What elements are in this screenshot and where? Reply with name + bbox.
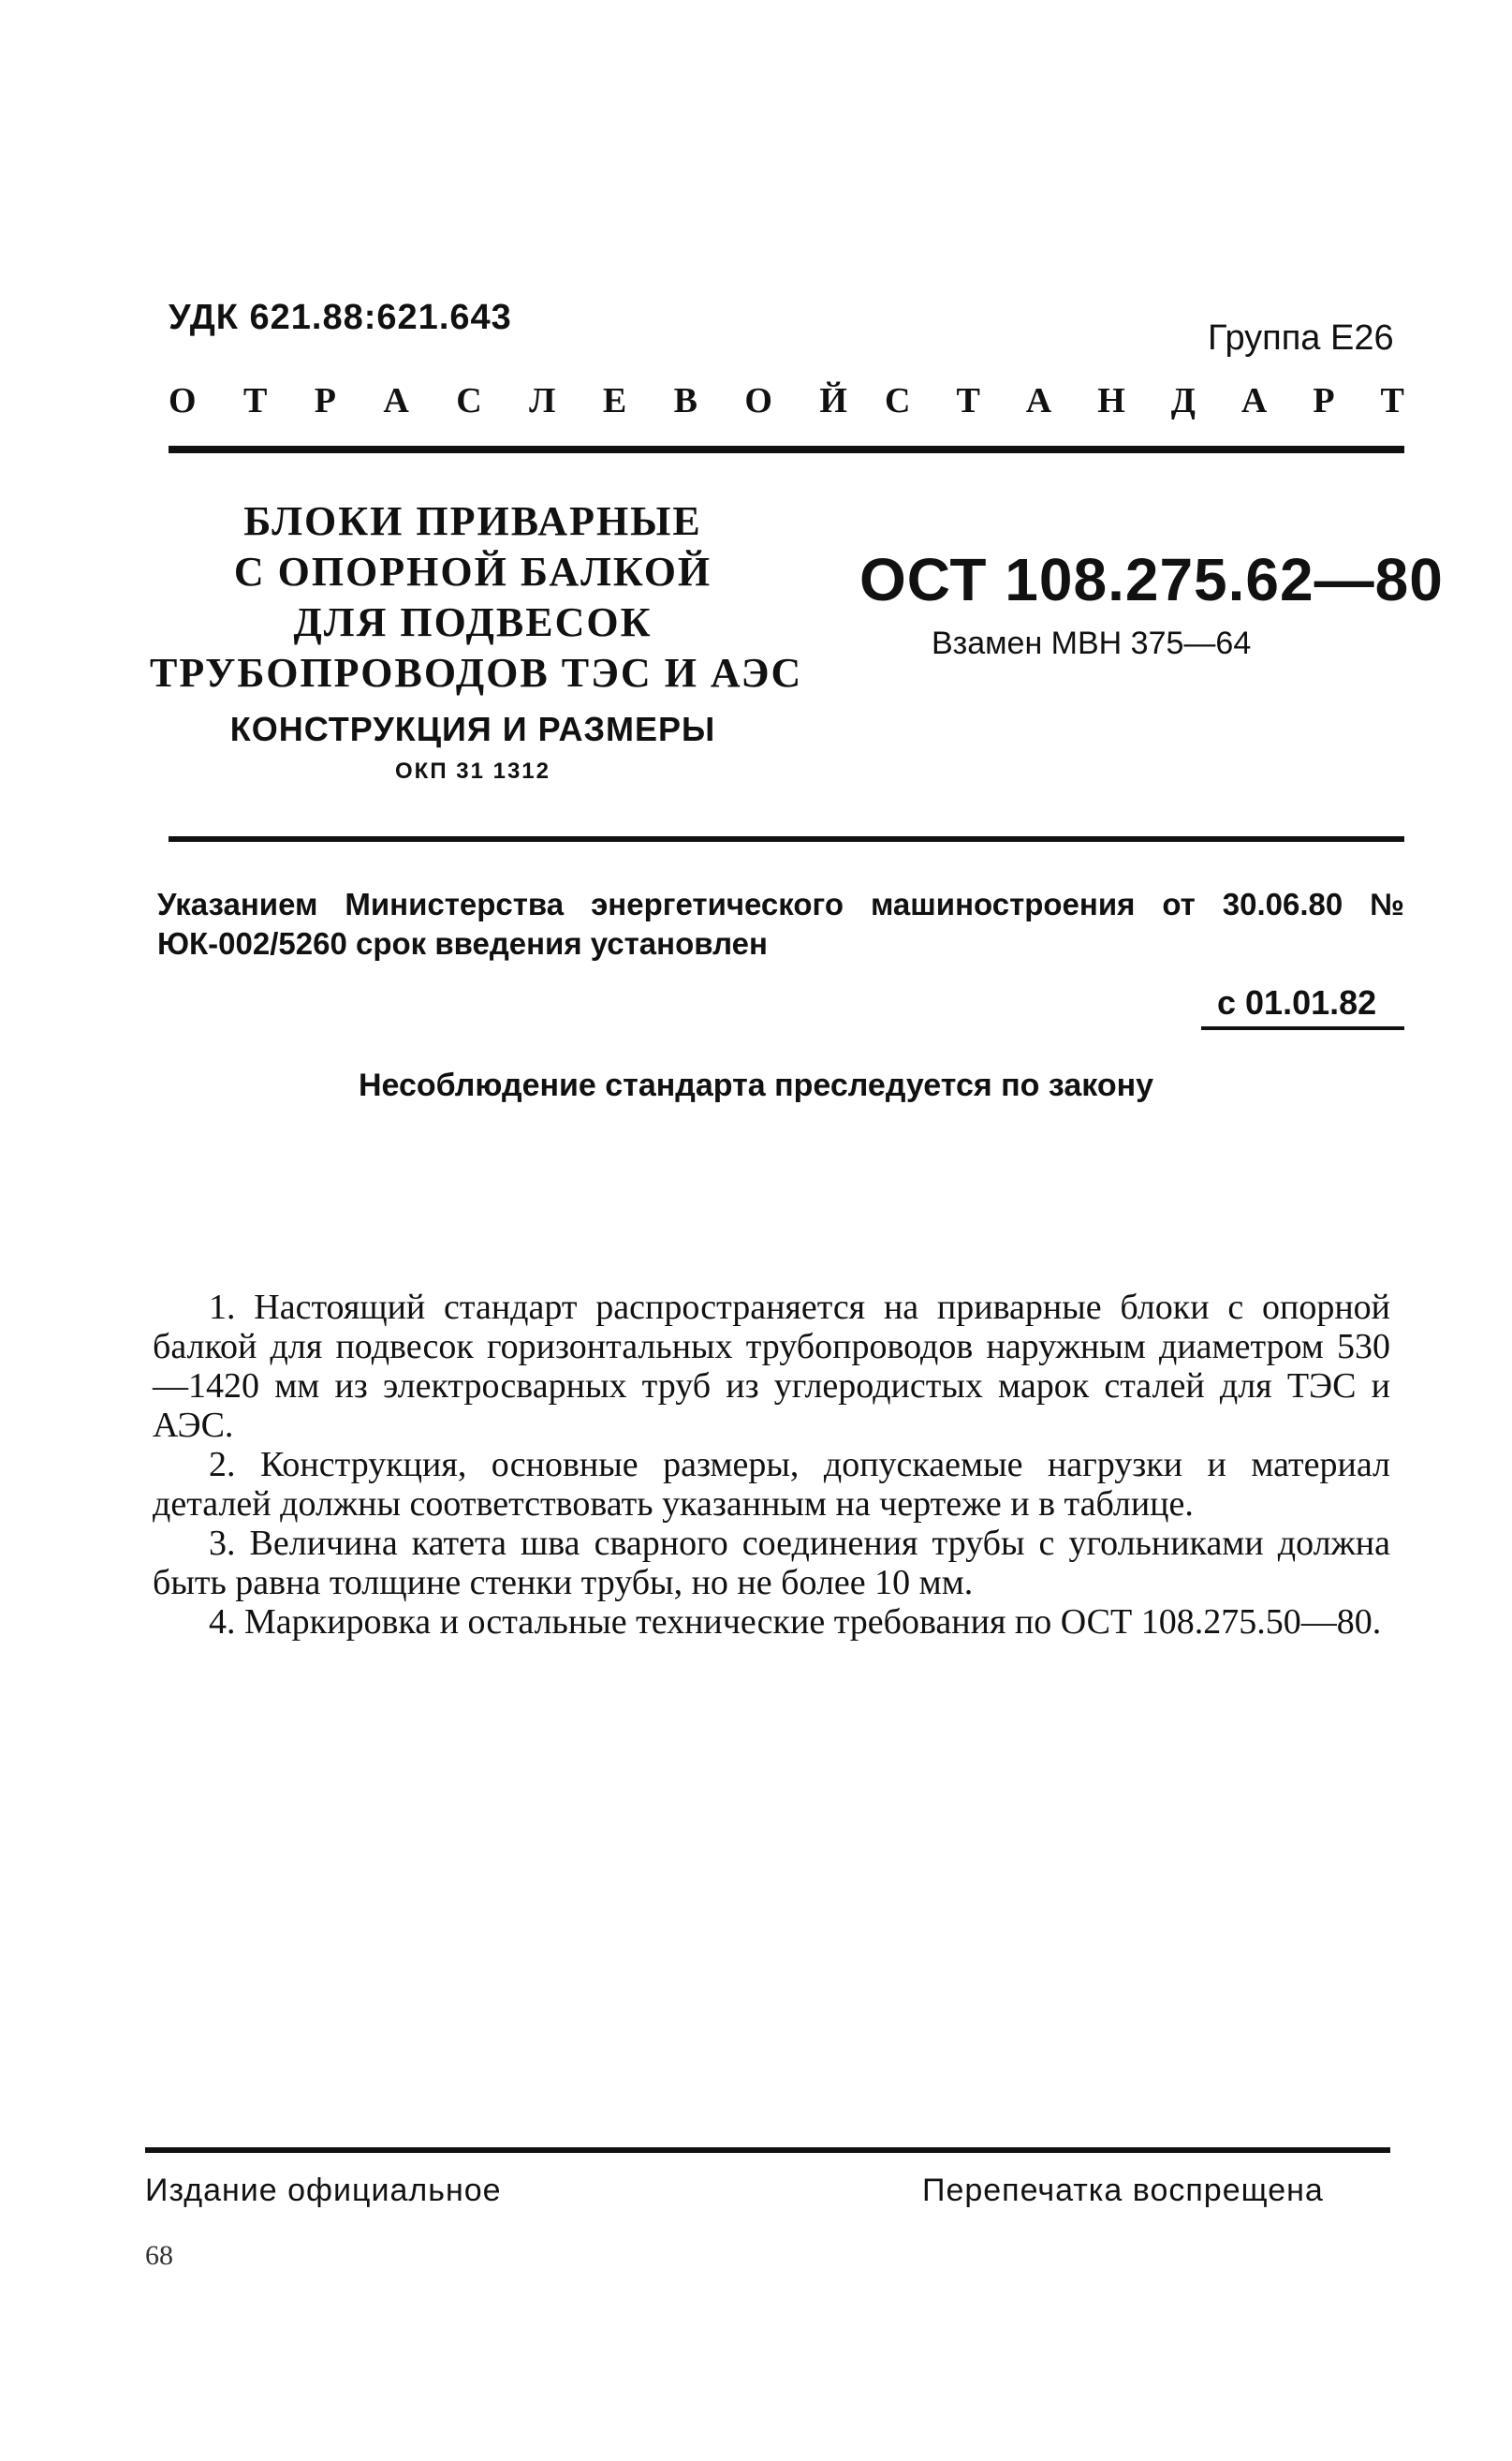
heading-letter: А (383, 381, 409, 420)
heading-letter: Р (1313, 381, 1335, 420)
standard-type-word-2 (885, 380, 1404, 421)
effective-date-underline (1201, 1026, 1404, 1030)
title-line: БЛОКИ ПРИВАРНЫЕ (243, 498, 702, 544)
bottom-divider (145, 2147, 1390, 2153)
heading-letter: Т (1380, 381, 1404, 420)
heading-letter: В (673, 381, 697, 420)
body-paragraph: 3. Величина катета шва сварного соединения трубы с угольниками должна быть равна толщине стенки трубы, но не более 10 мм. (153, 1524, 1390, 1602)
heading-letter: Е (602, 381, 627, 420)
heading-letter: Д (1170, 381, 1196, 420)
decree-text: Указанием Министерства энергетического машиностроения от 30.06.80 № ЮК-002/5260 срок введения установлен (157, 887, 1404, 961)
heading-letter: О (169, 381, 197, 420)
document-subtitle: КОНСТРУКЦИЯ И РАЗМЕРЫ (229, 710, 716, 748)
group-code: Группа Е26 (1208, 318, 1394, 358)
middle-divider (169, 836, 1404, 842)
title-line: ТРУБОПРОВОДОВ ТЭС И АЭС (150, 650, 803, 696)
heading-letter: А (1240, 381, 1268, 420)
standard-type-word-1 (169, 380, 847, 421)
udk-code: УДК 621.88:621.643 (169, 298, 512, 337)
body-paragraph: 1. Настоящий стандарт распространяется на приварные блоки с опорной балкой для подвесок горизонтальных трубопроводов наружным диаметром 530—1420 мм из электросварных труб из углеродистых марок сталей для ТЭС и АЭС. (153, 1288, 1390, 1445)
heading-letter: Т (956, 381, 980, 420)
heading-letter: Л (529, 381, 556, 420)
heading-letter: Р (314, 381, 336, 420)
heading-letter: С (885, 381, 911, 420)
heading-letter: Й (819, 381, 847, 420)
heading-letter: А (1025, 381, 1052, 420)
heading-letter: Т (242, 381, 268, 420)
top-divider (169, 446, 1404, 453)
standard-number: ОСТ 108.275.62—80 (859, 546, 1444, 613)
body-paragraph: 2. Конструкция, основные размеры, допускаемые нагрузки и материал деталей должны соответствовать указанным на чертеже и в таблице. (153, 1445, 1390, 1524)
heading-letter: Н (1097, 381, 1125, 420)
okp-code: ОКП 31 1312 (395, 759, 550, 784)
page-number: 68 (145, 2240, 173, 2271)
heading-letter: О (744, 381, 772, 420)
effective-date: с 01.01.82 (1217, 983, 1377, 1022)
document-title (150, 496, 803, 699)
title-line: ДЛЯ ПОДВЕСОК (293, 599, 653, 645)
body-paragraph: 4. Маркировка и остальные технические требования по ОСТ 108.275.50—80. (209, 1602, 1382, 1642)
standard-type-heading (169, 380, 1404, 421)
heading-letter: С (456, 381, 482, 420)
replaces-standard: Взамен МВН 375—64 (932, 626, 1252, 661)
reprint-prohibited-label: Перепечатка воспрещена (922, 2173, 1324, 2208)
body-text (153, 1288, 1390, 1642)
official-edition-label: Издание официальное (145, 2173, 502, 2208)
title-line: С ОПОРНОЙ БАЛКОЙ (233, 549, 712, 595)
legal-warning: Несоблюдение стандарта преследуется по закону (358, 1068, 1154, 1103)
